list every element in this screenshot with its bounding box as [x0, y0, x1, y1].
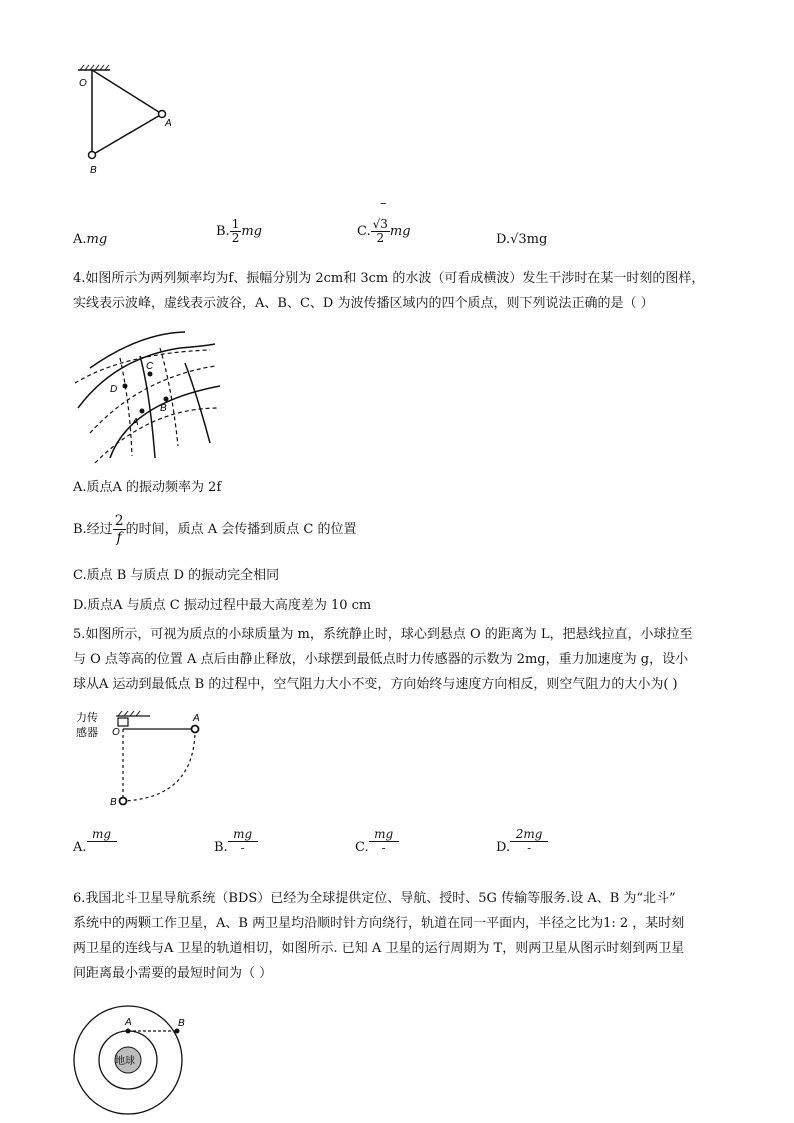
q4-option-c[interactable]: C.质点 B 与质点 D 的振动完全相同 — [73, 568, 280, 583]
q5-d-fraction: $\frac{2mg}{-}$ — [510, 828, 548, 855]
q4-option-b[interactable]: B.经过 $\frac{2}{f}$ 的时间，质点 A 会传播到质点 C 的位置 — [73, 513, 357, 546]
q6-label-a: A — [125, 1017, 132, 1028]
q6-orbit-figure — [70, 1000, 195, 1123]
q4-stem: 4.如图所示为两列频率均为f、振幅分别为 2cm和 3cm 的水波（可看成横波）发生干涉时在某一时刻的图样， 实线表示波峰，虚线表示波谷，A、B、C、D 为波传播区域内的四个质点，则下列说法正确的是（ ） — [73, 271, 705, 311]
q3-option-b[interactable]: B. $\frac{1}{2}$ mg — [216, 217, 262, 245]
q5-option-d[interactable]: D. $\frac{2mg}{-}$ — [496, 826, 548, 855]
q5-label-b: B — [110, 797, 117, 808]
q5-stem: 5.如图所示，可视为质点的小球质量为 m，系统静止时，球心到悬点 O 的距离为 L，把悬线拉直，小球拉至 与 O 点等高的位置 A 点后由静止释放，小球摆到最低点时力传感器的示数为 2mg，重力加速度为 g，设小 球从A 运动到最低点 B 的过程中，空气阻力大小不变，方向始终与速度方向相反，则空气阻力的大小为( ) — [73, 627, 693, 692]
q4-b-fraction: $\frac{2}{f}$ — [114, 513, 124, 546]
q4-option-a[interactable]: A.质点A 的振动频率为 2f — [73, 480, 222, 495]
q4-label-b: B — [160, 403, 167, 414]
q5-figure — [70, 708, 220, 813]
q4-label-d: D — [110, 384, 118, 395]
q4-wave-figure — [70, 328, 220, 463]
q5-sensor-label-1: 力传 — [76, 712, 98, 724]
q5-label-o: O — [112, 727, 120, 738]
q5-c-fraction: $\frac{mg}{-}$ — [369, 828, 399, 855]
q3-b-fraction: $\frac{1}{2}$ — [231, 217, 240, 245]
q5-option-a[interactable]: A. mg — [73, 826, 117, 855]
q5-sensor-label-2: 感器 — [76, 727, 98, 739]
q3-label-o: O — [79, 78, 87, 89]
q6-stem: 6.我国北斗卫星导航系统（BDS）已经为全球提供定位、导航、授时、5G 传输等服务.设 A、B 为“北斗” 系统中的两颗工作卫星，A、B 两卫星均沿顺时针方向绕行，轨道在同一平面内，半径之比为1: 2 ，某时刻 两卫星的连线与A 卫星的轨道相切，如图所示. 已知 A 卫星的运行周期为 T，则两卫星从图示时刻到两卫星 间距离最小需要的最短时间为（ ） — [73, 891, 685, 981]
q3-label-b: B — [90, 165, 97, 176]
q3-option-a[interactable]: A.mg — [73, 232, 108, 247]
q5-option-c[interactable]: C. $\frac{mg}{-}$ — [355, 826, 399, 855]
q3-option-c[interactable]: C. $\frac{√3}{2}$ mg — [357, 217, 411, 245]
q5-a-fraction: mg — [87, 828, 117, 855]
q4-label-a: A — [132, 417, 139, 428]
q3-c-fraction: $\frac{√3}{2}$ — [372, 217, 388, 245]
q6-label-b: B — [178, 1018, 185, 1029]
q4-option-d[interactable]: D.质点A 与质点 C 振动过程中最大高度差为 10 cm — [73, 598, 372, 613]
q5-label-a: A — [193, 713, 200, 724]
q5-option-b[interactable]: B. $\frac{mg}{-}$ — [214, 826, 258, 855]
q5-b-fraction: $\frac{mg}{-}$ — [228, 828, 258, 855]
q6-label-earth: 地球 — [115, 1056, 135, 1067]
q3-option-d[interactable]: D.√3mg — [496, 232, 548, 247]
q3-figure — [70, 62, 180, 182]
q3-label-a: A — [165, 118, 172, 129]
q4-label-c: C — [146, 361, 154, 372]
stray-mark: – — [380, 196, 387, 211]
